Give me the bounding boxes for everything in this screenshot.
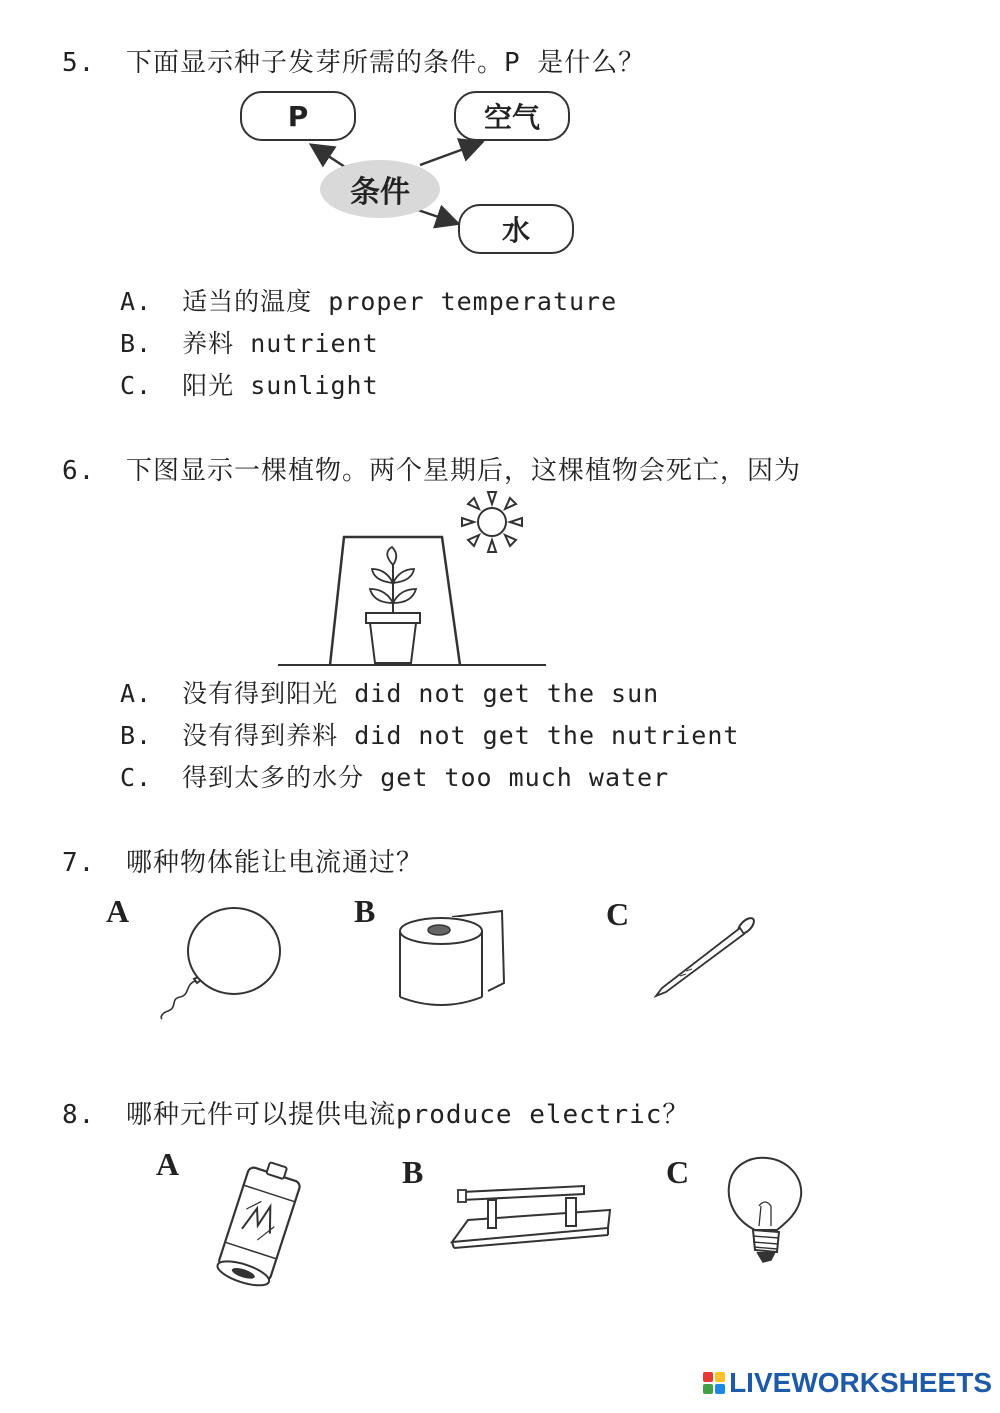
option-text: 没有得到养料 did not get the nutrient — [182, 721, 740, 750]
q7-title — [62, 842, 423, 879]
option-text: 得到太多的水分 get too much water — [182, 763, 670, 792]
q5-number: 5. — [62, 48, 96, 78]
option-text: 没有得到阳光 did not get the sun — [182, 679, 660, 708]
diagram-node-water: 水 — [458, 204, 574, 254]
nail-icon[interactable] — [650, 910, 770, 1000]
q6-question: 下图显示一棵植物。两个星期后，这棵植物会死亡，因为 — [125, 456, 801, 486]
sun-icon — [462, 492, 522, 552]
option-text: 适当的温度 proper temperature — [182, 287, 618, 316]
q8-choice-b-letter[interactable]: B — [402, 1154, 424, 1190]
q8-choice-c-letter[interactable]: C — [666, 1154, 690, 1190]
light-bulb-icon[interactable] — [715, 1152, 815, 1272]
diagram-node-p: P — [240, 91, 356, 141]
option-text: 阳光 sunlight — [182, 371, 379, 400]
q5-question: 下面显示种子发芽所需的条件。P 是什么？ — [125, 48, 646, 78]
option-letter: A. — [120, 287, 153, 316]
q6-title — [62, 450, 801, 487]
arrow-to-p — [313, 146, 345, 167]
balloon-icon[interactable] — [150, 905, 290, 1025]
arrow-to-water — [418, 210, 456, 223]
tissue-roll-icon[interactable] — [392, 905, 517, 1015]
brand-name: LIVEWORKSHEETS — [729, 1367, 992, 1398]
q5-option-b[interactable] — [120, 324, 379, 360]
option-text: 养料 nutrient — [182, 329, 379, 358]
q7-choice-a-letter[interactable]: A — [106, 893, 130, 929]
q8-question: 哪种元件可以提供电流produce electric？ — [125, 1100, 690, 1130]
arrow-to-air — [420, 143, 480, 165]
option-letter: C. — [120, 763, 153, 792]
option-letter: B. — [120, 329, 153, 358]
q7-number: 7. — [62, 848, 96, 878]
q8-title — [62, 1094, 689, 1131]
q6-option-b[interactable] — [120, 716, 739, 752]
q6-number: 6. — [62, 456, 96, 486]
q7-choice-b-letter[interactable]: B — [354, 893, 376, 929]
liveworksheets-logo — [703, 1367, 992, 1399]
switch-icon[interactable] — [448, 1180, 618, 1255]
option-letter: A. — [120, 679, 153, 708]
option-letter: C. — [120, 371, 153, 400]
option-letter: B. — [120, 721, 153, 750]
q5-option-a[interactable] — [120, 282, 617, 318]
brand-logo-icon — [703, 1372, 725, 1394]
q5-option-c[interactable] — [120, 366, 379, 402]
diagram-center-conditions: 条件 — [320, 160, 440, 218]
q6-plant-illustration — [270, 485, 560, 675]
q6-option-c[interactable] — [120, 758, 669, 794]
potted-plant-icon — [366, 547, 420, 663]
q7-choice-c-letter[interactable]: C — [606, 896, 630, 932]
q7-question: 哪种物体能让电流通过？ — [125, 848, 423, 878]
q6-option-a[interactable] — [120, 674, 659, 710]
q8-number: 8. — [62, 1100, 96, 1130]
diagram-node-air: 空气 — [454, 91, 570, 141]
q8-choice-a-letter[interactable]: A — [156, 1146, 180, 1182]
q5-diagram-arrows — [0, 0, 1000, 300]
battery-icon[interactable] — [205, 1152, 315, 1292]
